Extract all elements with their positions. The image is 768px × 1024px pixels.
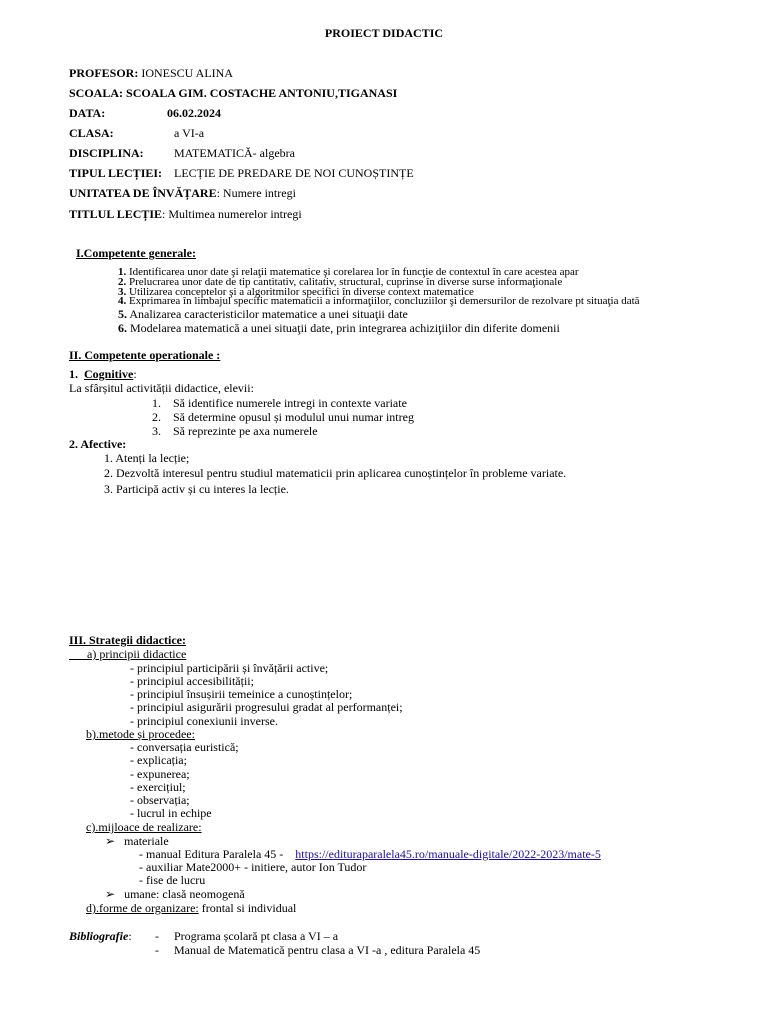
scoala-row	[69, 86, 397, 100]
cognitive-item-2: 2. Să determine opusul și modulul unui numar intreg	[152, 410, 414, 424]
unitatea-row	[69, 186, 296, 200]
tipul-label: TIPUL LECȚIEI:	[69, 166, 163, 180]
bibliografie-label: Bibliografie:	[69, 929, 132, 943]
forme-row	[86, 901, 296, 915]
manual-row: - manual Editura Paralela 45 - https://edituraparalela45.ro/manuale-digitale/2022-2023/mate-5	[139, 847, 601, 861]
metoda-item: - exercițiul;	[130, 780, 186, 794]
cg-item-1: 1. Identificarea unor date şi relaţii matematice şi corelarea lor în funcţie de contextul în care acestea apar	[118, 266, 579, 278]
data-value: 06.02.2024	[167, 106, 221, 120]
principiu-item: - principiul însușirii temeinice a cunoștințelor;	[130, 687, 353, 701]
profesor-row	[69, 66, 233, 80]
manual-link[interactable]: https://edituraparalela45.ro/manuale-digitale/2022-2023/mate-5	[295, 847, 601, 861]
materiale-row: ➢ materiale	[105, 834, 169, 848]
competente-operationale-heading: II. Competente operationale :	[69, 348, 221, 362]
fise-row: - fise de lucru	[139, 873, 206, 887]
tipul-value: LECȚIE DE PREDARE DE NOI CUNOȘTINȚE	[174, 166, 414, 180]
arrow-bullet-icon: ➢	[105, 887, 116, 901]
forme-label: d).forme de organizare:	[86, 901, 199, 915]
strategii-heading: III. Strategii didactice:	[69, 633, 186, 647]
cognitive-intro: La sfârșitul activității didactice, elevii:	[69, 381, 254, 395]
afective-item-1: 1. Atenți la lecție;	[104, 451, 190, 465]
cg-item-5: 5. Analizarea caracteristicilor matematice a unei situaţii date	[118, 307, 408, 321]
cg-item-4: 4. Exprimarea în limbajul specific matematicii a informaţiilor, concluziilor şi demersurilor de rezolvare pt situaţia dată	[118, 295, 640, 307]
metoda-item: - lucrul in echipe	[130, 806, 212, 820]
disciplina-value: MATEMATICĂ- algebra	[174, 146, 295, 160]
data-label: DATA:	[69, 106, 106, 120]
bibliografie-item: - Manual de Matematică pentru clasa a VI -a , editura Paralela 45	[155, 943, 481, 957]
principiu-item: - principiul accesibilității;	[130, 674, 254, 688]
scoala-value: SCOALA GIM. COSTACHE ANTONIU,TIGANASI	[126, 86, 398, 100]
principii-label: a) principii didactice	[87, 647, 187, 661]
arrow-bullet-icon: ➢	[105, 834, 116, 848]
clasa-value: a VI-a	[174, 126, 205, 140]
disciplina-label: DISCIPLINA:	[69, 146, 144, 160]
auxiliar-row: - auxiliar Mate2000+ - initiere, autor Ion Tudor	[139, 860, 367, 874]
cg-item-2: 2. Prelucrarea unor date de tip cantitativ, calitativ, structural, cuprinse în diverse surse informaţionale	[118, 276, 563, 288]
forme-value: frontal si individual	[198, 901, 297, 915]
principiu-item: - principiul conexiunii inverse.	[130, 714, 278, 728]
clasa-label: CLASA:	[69, 126, 114, 140]
afective-item-3: 3. Participă activ și cu interes la lecție.	[104, 482, 289, 496]
metode-label: b).metode și procedee:	[86, 727, 195, 741]
principiu-item: - principiul asigurării progresului gradat al performanței;	[130, 700, 403, 714]
scoala-label: SCOALA:	[69, 86, 124, 100]
competente-generale-heading: I.Competente generale:	[76, 246, 196, 260]
titlul-value: : Multimea numerelor intregi	[162, 207, 302, 221]
page-title: PROIECT DIDACTIC	[324, 26, 444, 40]
metoda-item: - expunerea;	[130, 767, 190, 781]
bibliografie-item: - Programa școlară pt clasa a VI – a	[155, 929, 339, 943]
metoda-item: - explicația;	[130, 753, 187, 767]
mijloace-label: c).mijloace de realizare:	[86, 820, 202, 834]
umane-row: ➢ umane: clasă neomogenă	[105, 887, 245, 901]
unitatea-value: : Numere intregi	[216, 186, 296, 200]
profesor-value: IONESCU ALINA	[141, 66, 234, 80]
afective-label: 2. Afective:	[69, 437, 127, 451]
cg-item-3: 3. Utilizarea conceptelor şi a algoritmilor specifici în diverse context matematice	[118, 286, 474, 298]
metoda-item: - observația;	[130, 793, 190, 807]
metoda-item: - conversația euristică;	[130, 740, 239, 754]
cognitive-label: 1. Cognitive:	[69, 367, 137, 381]
titlul-label: TITLUL LECȚIE	[69, 207, 163, 221]
cognitive-item-3: 3. Să reprezinte pe axa numerele	[152, 424, 318, 438]
unitatea-label: UNITATEA DE ÎNVĂȚARE	[69, 186, 217, 200]
titlul-row	[69, 207, 302, 221]
cognitive-item-1: 1. Să identifice numerele intregi in contexte variate	[152, 396, 407, 410]
cg-item-6: 6. Modelarea matematică a unei situaţii date, prin integrarea achiziţiilor din diferite domenii	[118, 321, 560, 335]
afective-item-2: 2. Dezvoltă interesul pentru studiul matematicii prin aplicarea cunoștințelor în probleme variate.	[104, 466, 567, 480]
principiu-item: - principiul participării și învățării active;	[130, 661, 329, 675]
profesor-label: PROFESOR:	[69, 66, 139, 80]
